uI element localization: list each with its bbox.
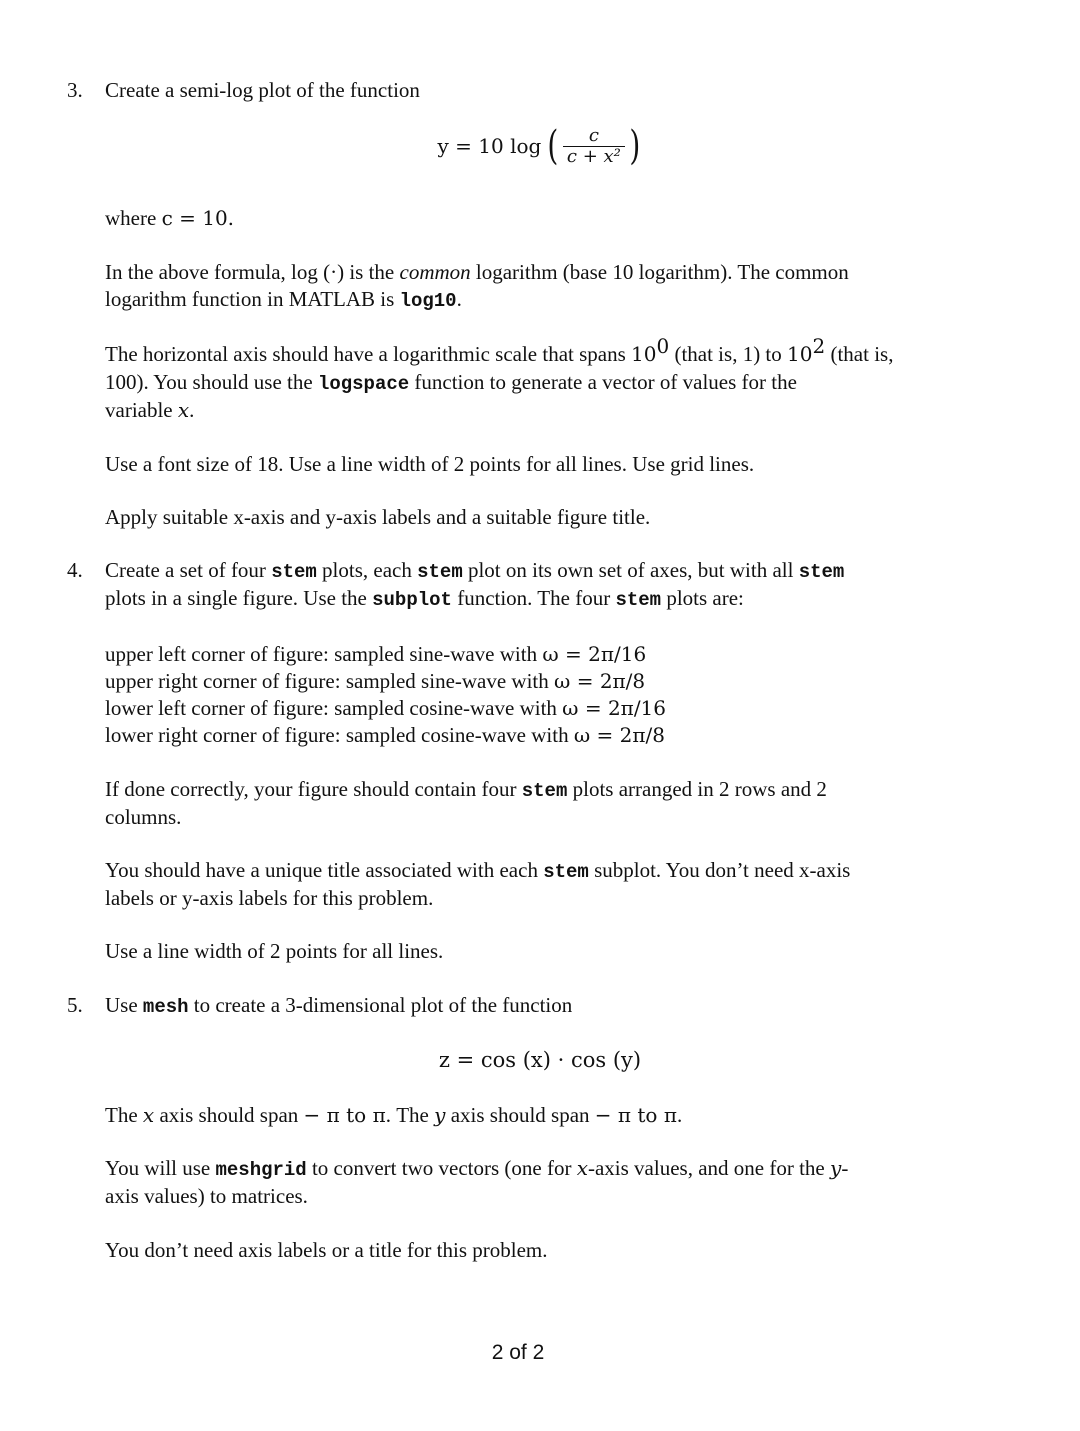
q5-p2-text-c: . The [385,1103,435,1127]
q4-l2-text: plots in a single figure. Use the [105,586,373,610]
q3-p2-text-b: logarithm (base 10 logarithm). The common [470,260,849,284]
q4-list-item-eq: ω = 2π/16 [542,642,647,666]
q3-p2-line2 [105,285,462,315]
q5-line1 [105,991,572,1021]
q5-p3-line2: axis values) to matrices. [105,1184,308,1208]
q4-p3-line1 [105,775,827,805]
q4-p3-text: If done correctly, your figure should contain four [105,777,522,801]
q3-p3-ten-a: 10 [631,342,657,366]
q4-list-item [105,640,646,668]
q4-code-stem: stem [417,561,463,583]
q3-where [105,204,234,232]
q3-p4: Use a font size of 18. Use a line width of 2 points for all lines. Use grid lines. [105,452,755,476]
q4-p4-text-b: subplot. You don’t need x-axis [588,858,851,882]
q3-p3-ten-b: 10 [787,342,813,366]
q3-p3-line1 [105,334,894,368]
q4-list-item [105,667,645,695]
q4-code-stem: stem [798,561,845,583]
q3-code-log10: log10 [399,290,457,312]
q3-p5: Apply suitable x-axis and y-axis labels and a suitable figure title. [105,505,651,529]
q4-list-item [105,694,666,722]
q4-list-item-text: lower right corner of figure: sampled cosine-wave with [105,723,574,747]
q4-l1-text-b: plots, each [316,558,418,582]
q5-code-meshgrid: meshgrid [215,1159,307,1181]
q3-formula-lparen: ( [547,123,559,169]
q4-p3-text-b: plots arranged in 2 rows and 2 [567,777,827,801]
q3-p2-line1 [105,258,849,286]
q4-code-subplot: subplot [372,589,452,611]
q4-code-stem: stem [543,861,589,883]
q3-formula-numerator: c [588,124,599,146]
q5-p3-text-d: - [841,1156,849,1180]
q3-formula-fraction [563,126,625,167]
q5-p2-var-x: x [142,1103,155,1127]
q4-list-item-eq: ω = 2π/8 [554,669,646,693]
q3-p3-text-c: (that is, 1) to [669,342,788,366]
q3-formula [0,124,1080,180]
q3-p2-line2-text: logarithm function in MATLAB is [105,287,400,311]
q3-p3-line2-end: function to generate a vector of values for the [409,370,797,394]
q3-p3-text: The horizontal axis should have a logarithmic scale that spans [105,342,632,366]
q4-list-item [105,721,665,749]
q3-p3-line3-text: variable [105,398,178,422]
q4-p5: Use a line width of 2 points for all lines. [105,939,444,963]
q3-p3-line2-text: 100). You should use the [105,370,318,394]
q4-line2 [105,584,744,614]
q5-p2-text-b: axis should span [154,1103,304,1127]
q5-p2-range-y: − π to π [594,1103,677,1127]
q5-p3-text-c: -axis values, and one for the [587,1156,830,1180]
q5-number: 5. [67,993,83,1017]
q3-where-eq: c = 10. [161,206,235,230]
q5-p3-text: You will use [105,1156,216,1180]
q5-p3-var-y: y [830,1156,842,1180]
q4-code-stem: stem [615,589,662,611]
q4-code-stem: stem [271,561,317,583]
q4-l1-text: Create a set of four [105,558,272,582]
q5-p3-text-b: to convert two vectors (one for [306,1156,577,1180]
q4-p4-line1 [105,856,850,886]
q4-line1 [105,556,844,586]
q3-intro: Create a semi-log plot of the function [105,78,420,102]
q4-number: 4. [67,558,83,582]
q5-p4: You don’t need axis labels or a title for this problem. [105,1238,548,1262]
q4-l1-text-c: plot on its own set of axes, but with all [462,558,799,582]
q5-p3-line1 [105,1154,848,1184]
q3-p2-line2-end: . [456,287,462,311]
q4-list-item-eq: ω = 2π/16 [562,696,667,720]
q4-code-stem: stem [521,780,568,802]
q3-p2-text: In the above formula, log (·) is the [105,260,400,284]
q3-number: 3. [67,78,83,102]
q4-list-item-eq: ω = 2π/8 [573,723,665,747]
q5-p3-var-x: x [576,1156,588,1180]
q3-p3-line3-end: . [189,398,195,422]
q5-p2-text: The [105,1103,143,1127]
q5-formula: z = cos (x) · cos (y) [438,1048,642,1072]
q3-p2-emphasis: common [399,260,471,284]
q4-l2-text-c: plots are: [661,586,744,610]
q4-p4-text: You should have a unique title associated with each [105,858,544,882]
q5-p2-range-x: − π to π [303,1103,386,1127]
q3-p3-exp0: 0 [656,334,670,358]
q3-p3-var-x: x [177,398,190,422]
q4-list-item-text: upper left corner of figure: sampled sine-wave with [105,642,543,666]
q4-list-item-text: lower left corner of figure: sampled cosine-wave with [105,696,563,720]
q5-l1-text: Use [105,993,143,1017]
q5-code-mesh: mesh [142,996,189,1018]
q3-code-logspace: logspace [317,373,410,395]
q4-l2-text-b: function. The four [451,586,616,610]
q5-p2-text-d: axis should span [445,1103,595,1127]
q3-formula-denominator: c + x² [563,146,625,167]
q5-l1-text-b: to create a 3-dimensional plot of the function [188,993,573,1017]
q4-p3-line2: columns. [105,805,182,829]
q5-p2 [105,1101,682,1129]
q5-p2-var-y: y [434,1103,446,1127]
q3-formula-rparen: ) [629,123,641,169]
q3-formula-lhs: y = 10 log [437,134,542,158]
q5-p2-text-e: . [676,1103,683,1127]
q3-p3-line3 [105,396,194,424]
q3-p3-exp2: 2 [812,334,826,358]
page-number: 2 of 2 [491,1341,545,1364]
q4-list-item-text: upper right corner of figure: sampled sine-wave with [105,669,555,693]
q3-where-prefix: where [105,206,162,230]
q4-p4-line2: labels or y-axis labels for this problem. [105,886,434,910]
q3-p3-text-e: (that is, [825,342,894,366]
q3-p3-line2 [105,368,797,398]
